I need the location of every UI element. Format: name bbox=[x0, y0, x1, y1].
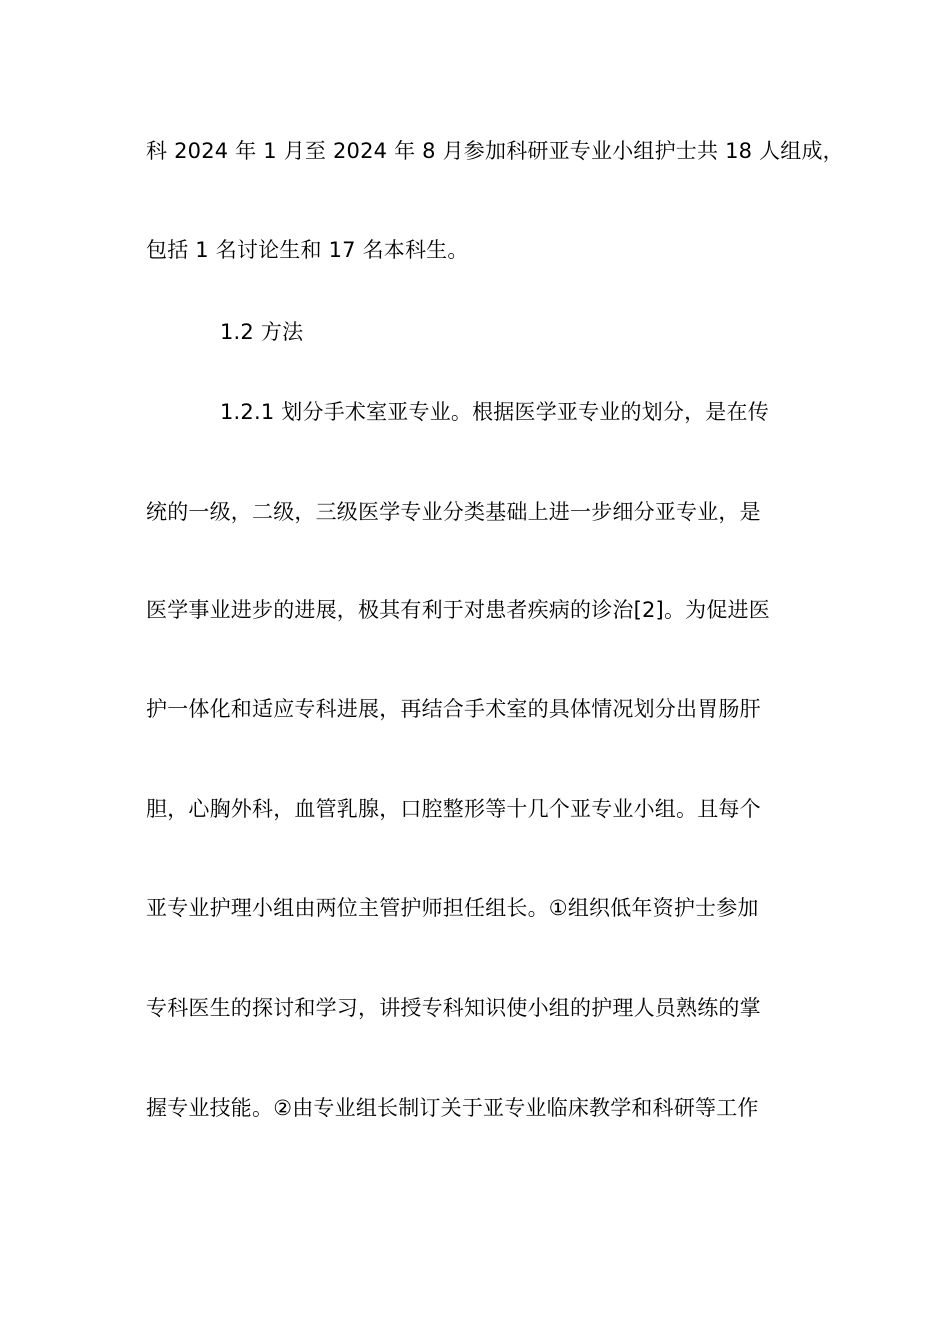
paragraph-line: 科 2024 年 1 月至 2024 年 8 月参加科研亚专业小组护士共 18 人组成， bbox=[146, 139, 844, 163]
paragraph-line: 护一体化和适应专科进展，再结合手术室的具体情况划分出胃肠肝 bbox=[146, 697, 761, 721]
paragraph-line: 握专业技能。②由专业组长制订关于亚专业临床教学和科研等工作 bbox=[146, 1096, 759, 1120]
subsection-heading-line: 1.2.1 划分手术室亚专业。根据医学亚专业的划分，是在传 bbox=[220, 400, 769, 424]
paragraph-line: 医学事业进步的进展，极其有利于对患者疾病的诊治[2]。为促进医 bbox=[146, 598, 770, 622]
paragraph-line: 专科医生的探讨和学习，讲授专科知识使小组的护理人员熟练的掌 bbox=[146, 996, 761, 1020]
paragraph-line: 胆，心胸外科，血管乳腺，口腔整形等十几个亚专业小组。且每个 bbox=[146, 797, 761, 821]
section-heading: 1.2 方法 bbox=[220, 320, 304, 344]
paragraph-line: 统的一级，二级，三级医学专业分类基础上进一步细分亚专业，是 bbox=[146, 500, 761, 524]
paragraph-line: 亚专业护理小组由两位主管护师担任组长。①组织低年资护士参加 bbox=[146, 896, 759, 920]
paragraph-line: 包括 1 名讨论生和 17 名本科生。 bbox=[146, 238, 469, 262]
